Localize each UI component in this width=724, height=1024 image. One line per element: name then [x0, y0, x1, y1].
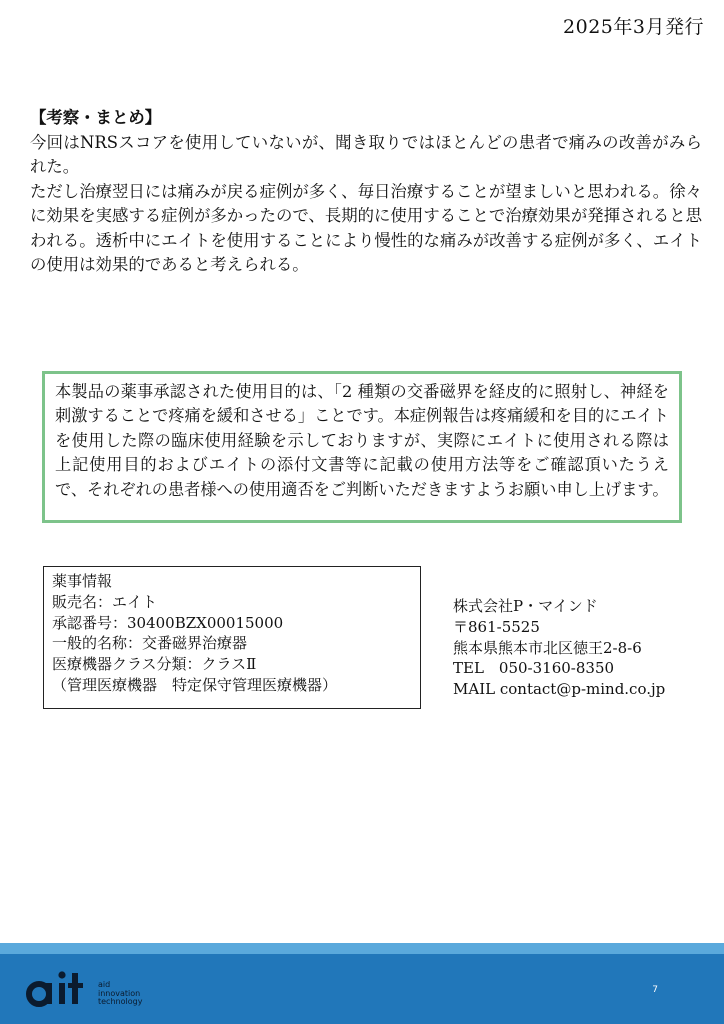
summary-heading: 【考察・まとめ】: [30, 108, 162, 127]
tagline-technology: technology: [98, 997, 143, 1006]
pharma-generic-name: 一般的名称：交番磁界治療器: [52, 634, 248, 653]
footer-stripe: [0, 943, 724, 954]
company-address: 熊本県熊本市北区徳王2-8-6: [453, 638, 642, 657]
logo-tagline: [98, 981, 142, 1007]
company-name: 株式会社P・マインド: [453, 597, 598, 615]
summary-paragraph-1: 今回はNRSスコアを使用していないが、聞き取りではほとんどの患者で痛みの改善がみられた。: [30, 132, 702, 176]
company-info: [453, 596, 713, 700]
pharma-product-name: 販売名：エイト: [52, 592, 158, 611]
tagline-innovation: innovation: [98, 988, 141, 998]
pharma-device-class: 医療機器クラス分類：クラスⅡ: [52, 655, 257, 674]
issue-date: 2025年3月発行: [563, 16, 704, 38]
usage-notice-box: 本製品の薬事承認された使用目的は、「2 種類の交番磁界を経皮的に照射し、神経を刺激することで疼痛を緩和させる」ことです。本症例報告は疼痛緩和を目的にエイトを使用した際の臨床使用経験を示しておりますが、実際にエイトに使用される際は上記使用目的およびエイトの添付文書等に記載の使用方法等をご確認頂いたうえで、それぞれの患者様への使用適否をご判断いただきますようお願い申し上げます。: [42, 371, 682, 523]
summary-section: [30, 106, 702, 278]
pharma-info-box: [43, 566, 421, 709]
pharma-approval-number: 承認番号：30400BZX00015000: [52, 613, 284, 632]
pharma-device-category: （管理医療機器 特定保守管理医療機器）: [52, 675, 338, 694]
summary-paragraph-2: ただし治療翌日には痛みが戻る症例が多く、毎日治療することが望ましいと思われる。徐々に効果を実感する症例が多かったので、長期的に使用することで治療効果が発揮されると思われる。透析中にエイトを使用することにより慢性的な痛みが改善する症例が多く、エイトの使用は効果的であると考えられる。: [30, 181, 702, 274]
company-email[interactable]: MAIL contact@p-mind.co.jp: [453, 680, 666, 699]
company-phone: TEL 050-3160-8350: [453, 659, 615, 678]
ait-logo-icon: [26, 966, 96, 1010]
tagline-aid: aid: [98, 980, 111, 989]
company-postal-code: 〒861-5525: [453, 617, 540, 636]
page-number: 7: [652, 985, 658, 995]
pharma-info-title: 薬事情報: [52, 572, 113, 590]
